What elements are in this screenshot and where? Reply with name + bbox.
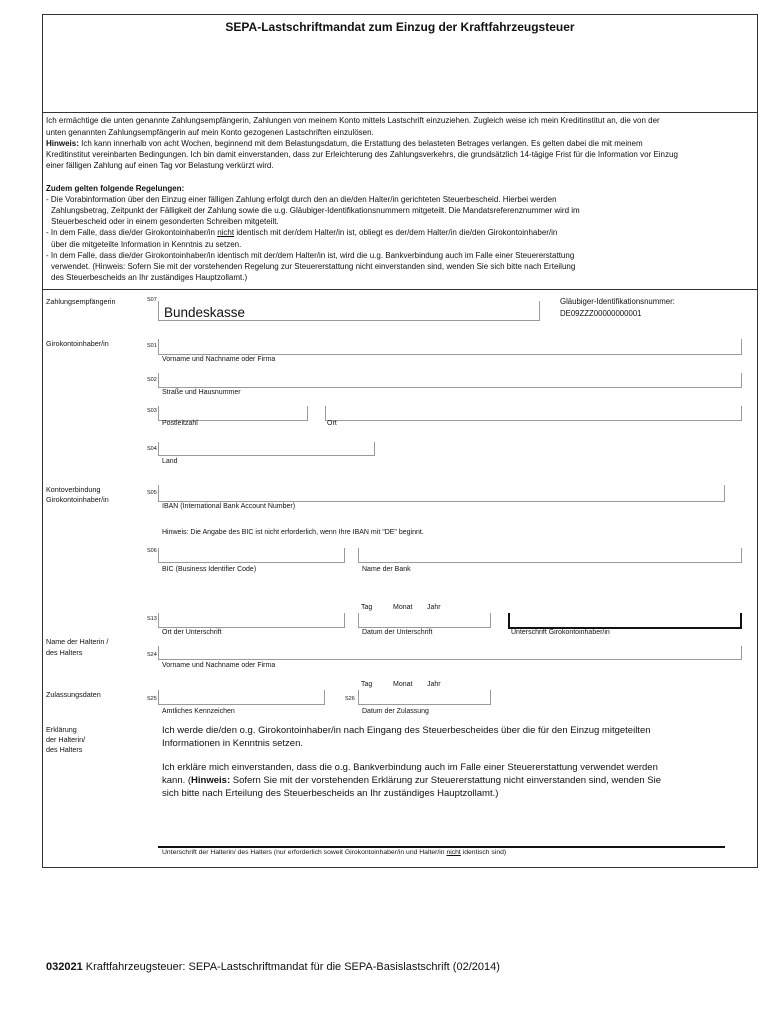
signature-caption-part: Unterschrift der Halterin/ des Halters (nur erforderlich soweit Girokontoinhaber/in und Halter/in [162,848,447,856]
country-input[interactable] [158,442,375,456]
signature-caption-emphasis: nicht [446,848,461,856]
rules-line [46,227,580,238]
signature-place-input[interactable] [158,613,345,628]
declaration-hint-label: Hinweis: [191,774,231,786]
mandate-line: Kreditinstitut vereinbarten Bedingungen. Ich bin damit einverstanden, dass zur Erleichterung des Zahlungsverkehrs, die grundsätzlich 14-tägige Frist für die Information vor Einzug [46,150,678,159]
declaration-label: der Halterin/ [46,735,86,744]
account-holder-label: Girokontoinhaber/in [46,339,109,348]
creditor-id-label: Gläubiger-Identifikationsnummer: [560,297,675,306]
declaration-line: Ich erkläre mich einverstanden, dass die o.g. Bankverbindung auch im Falle einer Steuererstattung verwendet werden [162,761,658,773]
declaration-label: Erklärung [46,725,77,734]
iban-input[interactable] [158,485,725,502]
street-caption: Straße und Hausnummer [162,389,241,396]
page-title: SEPA-Lastschriftmandat zum Einzug der Kraftfahrzeugsteuer [225,20,575,34]
field-code-s06: S06 [147,548,157,554]
vehicle-holder-name-input[interactable] [158,646,742,660]
field-code-s07: S07 [147,297,157,303]
declaration-line: Ich werde die/den o.g. Girokontoinhaber/in nach Eingang des Steuerbescheides über die für den Einzug mitgeteilten [162,724,651,736]
date-day-label: Tag [361,604,373,611]
creditor-id-value: DE09ZZZ00000000001 [560,309,642,318]
form-number: 032021 [46,961,83,973]
field-code-s01: S01 [147,343,157,349]
rules-line: verwendet. (Hinweis: Sofern Sie mit der vorstehenden Regelung zur Steuererstattung nicht einverstanden sind, wenden Sie sich bitte nach Erteilung [51,261,576,271]
payee-label: Zahlungsempfängerin [46,297,116,306]
field-code-s25: S25 [147,696,157,702]
registration-date-input[interactable] [358,690,491,705]
rules-line: des Steuerbescheids an Ihr zuständiges Hauptzollamt.) [51,273,248,283]
declaration-text-part: Sofern Sie mit der vorstehenden Erklärung zur Steuererstattung nicht einverstanden sind, wenden Sie [230,774,662,786]
field-code-s03: S03 [147,408,157,414]
field-code-s24: S24 [147,652,157,658]
rules-emphasis: nicht [217,228,235,238]
registration-day-label: Tag [361,681,373,688]
date-year-label: Jahr [427,604,441,611]
mandate-text [46,115,678,171]
registration-year-label: Jahr [427,681,441,688]
account-holder-signature-box[interactable] [508,613,742,629]
bic-note: Hinweis: Die Angabe des BIC ist nicht erforderlich, wenn Ihre IBAN mit "DE" beginnt. [162,529,424,536]
account-holder-name-caption: Vorname und Nachname oder Firma [162,356,276,363]
section-divider [42,289,758,290]
field-code-s04: S04 [147,446,157,452]
declaration-line [162,776,661,786]
bank-name-caption: Name der Bank [362,566,411,573]
account-holder-name-input[interactable] [158,339,742,355]
country-caption: Land [162,458,178,465]
postcode-input[interactable] [158,406,308,421]
declaration-line: Informationen in Kenntnis setzen. [162,737,304,749]
field-code-s26: S26 [345,696,355,702]
rules-line: - In dem Falle, dass die/der Girokontoinhaber/in identisch mit der/dem Halter/in ist, wird die u.g. Bankverbindung auch im Falle einer Steuererstattung [46,250,575,260]
rules-text [46,183,580,284]
hint-label: Hinweis: [46,138,79,148]
declaration-line: sich bitte nach Erteilung des Steuerbescheids an Ihr zuständiges Hauptzollamt.) [162,787,499,799]
payee-value: Bundeskasse [164,305,246,320]
signature-date-caption: Datum der Unterschrift [362,629,433,636]
vehicle-holder-label: Name der Halterin / [46,637,109,646]
form-description: Kraftfahrzeugsteuer: SEPA-Lastschriftmandat für die SEPA-Basislastschrift (02/2014) [82,961,500,973]
street-input[interactable] [158,373,742,388]
bank-name-input[interactable] [358,548,742,563]
vehicle-holder-label-sub: des Halters [46,648,83,657]
registration-date-caption: Datum der Zulassung [362,708,429,715]
rules-text-part: identisch mit der/dem Halter/in ist, obliegt es der/dem Halter/in die/den Girokontoinhaber/in [234,228,558,238]
rules-line: - Die Vorabinformation über den Einzug einer fälligen Zahlung erfolgt durch den an die/den Halter/in gerichteten Steuerbescheid. Hierbei werden [46,194,557,204]
rules-line: Steuerbescheid oder in einem gesonderten Schreiben mitgeteilt. [51,217,279,227]
declaration-label: des Halters [46,745,83,754]
license-plate-caption: Amtliches Kennzeichen [162,708,235,715]
registration-label: Zulassungsdaten [46,690,101,699]
iban-caption: IBAN (International Bank Account Number) [162,503,296,510]
rules-text-part: - In dem Falle, dass die/der Girokontoinhaber/in [46,228,218,238]
mandate-line: unten genannten Zahlungsempfängerin auf mein Konto gezogenen Lastschriften einzulösen. [46,127,374,137]
rules-line: Zahlungsbetrag, Zeitpunkt der Fälligkeit der Zahlung sowie die u.g. Gläubiger-Identifikationsnummern mitgeteilt. Die Mandatsreferenznummer wird im [51,205,580,215]
field-code-s02: S02 [147,377,157,383]
bic-input[interactable] [158,548,345,563]
bank-label-sub: Girokontoinhaber/in [46,495,109,504]
city-caption: Ort [327,420,337,427]
form-footer [46,962,500,973]
field-code-s05: S05 [147,490,157,496]
vehicle-holder-name-caption: Vorname und Nachname oder Firma [162,662,276,669]
license-plate-input[interactable] [158,690,325,705]
account-holder-signature-caption: Unterschrift Girokontoinhaber/in [511,629,610,636]
field-code-s13: S13 [147,616,157,622]
rules-heading: Zudem gelten folgende Regelungen: [46,183,185,193]
date-month-label: Monat [393,604,413,611]
registration-month-label: Monat [393,681,413,688]
signature-date-input[interactable] [358,613,491,628]
declaration-text-part: kann. ( [162,774,192,786]
hint-text: Ich kann innerhalb von acht Wochen, beginnend mit dem Belastungsdatum, die Erstattung des belasteten Betrages verlangen. Es gelten dabei die mit meinem [78,138,643,148]
rules-line: über die mitgeteilte Information in Kenntnis zu setzen. [51,239,242,249]
bic-caption: BIC (Business Identifier Code) [162,566,257,573]
city-input[interactable] [325,406,742,421]
signature-place-caption: Ort der Unterschrift [162,629,222,636]
signature-caption-part: identisch sind) [460,848,507,856]
postcode-caption: Postleitzahl [162,420,198,427]
mandate-line [46,138,678,149]
vehicle-holder-signature-caption [162,850,506,857]
mandate-line: einer fälligen Zahlung auf einen Tag vor Belastung verkürzt wird. [46,161,274,171]
mandate-line: Ich ermächtige die unten genannte Zahlungsempfängerin, Zahlungen von meinem Konto mittels Lastschrift einzuziehen. Zugleich weise ich mein Kreditinstitut an, die von der [46,116,660,126]
bank-label: Kontoverbindung [46,485,101,494]
header-divider [42,112,758,113]
